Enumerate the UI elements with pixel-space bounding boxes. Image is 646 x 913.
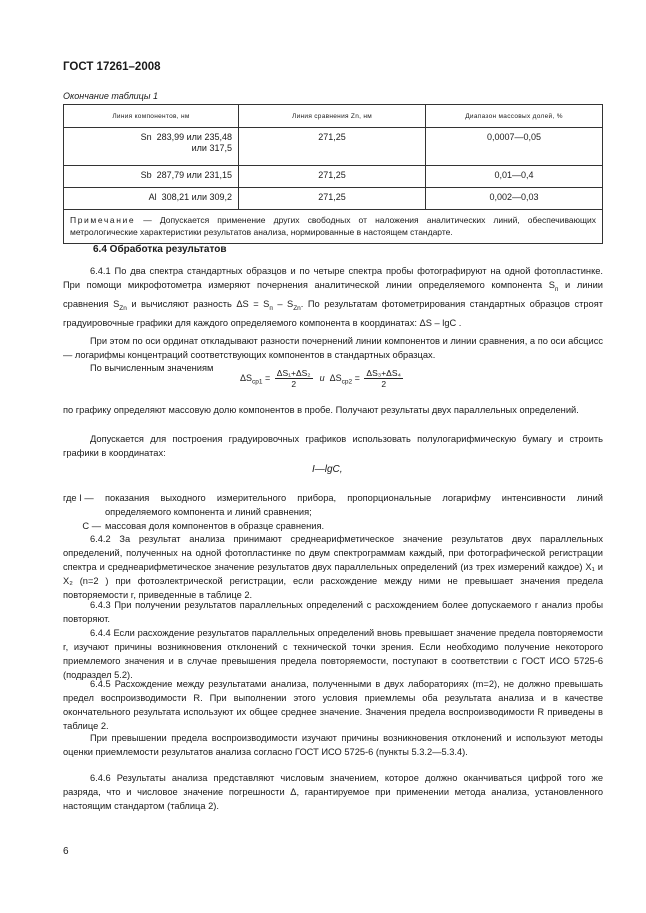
table-row: [64, 128, 603, 166]
where-i-symbol: где I —: [63, 493, 94, 503]
table-header-row: [64, 105, 603, 128]
paragraph-6-4-3: 6.4.3 При получении результатов параллельных определений с расхождением более допускаемого r анализ пробы повторяют.: [63, 600, 603, 624]
paragraph-6-4-4: 6.4.4 Если расхождение результатов параллельных определений вновь превышает значение предела повторяемости r, изучают причины возникновения отклонений с технической точки зрения. Если необходимо получение некоторого приемлемого значения и в случае превышения предела повторяемости, поступают в соответствии с ГОСТ ИСО 5725-6 (подраздел 5.2).: [63, 628, 603, 680]
table-note: [64, 210, 603, 244]
where-c-symbol: C —: [82, 521, 101, 531]
element-lines: 308,21 или 309,2: [161, 192, 232, 202]
column-header-component: Линия компонентов, нм: [64, 105, 239, 128]
cell-range: 0,0007—0,05: [426, 128, 603, 166]
paragraph-exceed: При превышении предела воспроизводимости изучают причины возникновения отклонений и используют методы оценки приемлемости результатов анализа согласно ГОСТ ИСО 5725-6 (пункты 5.3.2—5.3.4).: [63, 733, 603, 757]
element-lines-alt: или 317,5: [191, 143, 232, 153]
paragraph-calc: По вычисленным значениям: [90, 363, 214, 373]
note-label: Примечание: [70, 215, 136, 225]
cell-range: 0,002—0,03: [426, 188, 603, 210]
formula-coordinates: I—lgC,: [312, 464, 343, 475]
cell-component: [64, 128, 239, 166]
note-text: — Допускается применение других свободных от наложения аналитических линий, обеспечивающих метрологические характеристики результатов анализа, нормированные в настоящем стандарте.: [70, 215, 596, 237]
cell-component: [64, 188, 239, 210]
page-number: 6: [63, 846, 69, 857]
formula-averages: $\Delta S_{ср1}$ = $\frac{\text{ΔS₁+ΔS₂}}{2}$ и $\Delta S_{ср2}$ = $\frac{\text{ΔS₃+ΔS₄}}{2}$: [240, 368, 401, 389]
paragraph-semilog: Допускается для построения градуировочных графиков использовать полулогарифмическую бумагу и строить графики в координатах:: [63, 434, 603, 458]
table-caption: Окончание таблицы 1: [63, 91, 158, 101]
paragraph-6-4-6: 6.4.6 Результаты анализа представляют числовым значением, которое должно оканчиваться цифрой того же разряда, что и числовое значение погрешности Δ, гарантируемое при применении метода анализа, установленного настоящим стандартом (таблица 2).: [63, 773, 603, 811]
paragraph-6-4-2: 6.4.2 За результат анализа принимают среднеарифметическое значение результатов двух параллельных определений, полученных на одной фотопластинке по двум спектрограммам каждый, при фотографической регистрации спектра и среднеарифметическое значение результатов двух параллельных определений (из трех измерений каждое) X₁ и X₂ (n=2 ) при фотоэлектрической регистрации, если расхождение между ними не превышает значения предела повторяемости r, приведенные в таблице 2.: [63, 534, 603, 600]
paragraph-6-4-5: 6.4.5 Расхождение между результатами анализа, полученными в двух лабораториях (m=2), не должно превышать предел воспроизводимости R. При выполнении этого условия приемлемы оба результата анализа и в качестве окончательного результата используют их общее среднее значение. Значения предела воспроизводимости R приведены в таблице 2.: [63, 679, 603, 731]
element-symbol: Sb: [140, 170, 152, 180]
where-c-text: массовая доля компонентов в образце сравнения.: [105, 521, 325, 531]
lines-table: [63, 104, 603, 244]
cell-component: [64, 166, 239, 188]
column-header-range: Диапазон массовых долей, %: [426, 105, 603, 128]
element-lines: 287,79 или 231,15: [156, 170, 232, 180]
table-row: [64, 166, 603, 188]
cell-reference: 271,25: [239, 166, 426, 188]
element-symbol: Al: [148, 192, 157, 202]
element-symbol: Sn: [140, 132, 152, 142]
paragraph-axes: При этом по оси ординат откладывают разности почернений линии компонентов и линии сравнения, а по оси абсцисс — логарифмы концентраций соответствующих компонентов в стандартных образцах.: [63, 336, 603, 360]
cell-range: 0,01—0,4: [426, 166, 603, 188]
table-note-row: [64, 210, 603, 244]
paragraph-6-4-1: 6.4.1 По два спектра стандартных образцов и по четыре спектра пробы фотографируют на одной фотопластинке. При помощи микрофотометра измеряют почернения аналитической линии определяемого компонента $S_п$ и линии сравнения $S_{Zn}$ и вычисляют разность $\Delta S = S_п - S_{Zn}$. По результатам фотометрирования стандартных образцов строят градуировочные графики для каждого определяемого компонента в координатах: ΔS – lgC .: [63, 266, 603, 328]
cell-reference: 271,25: [239, 128, 426, 166]
where-block: [63, 491, 603, 533]
column-header-reference: Линия сравнения Zn, нм: [239, 105, 426, 128]
document-header: ГОСТ 17261–2008: [63, 61, 161, 73]
table-row: [64, 188, 603, 210]
where-i-text: показания выходного измерительного прибора, пропорциональные логарифму интенсивности линий определяемого компонента и линий сравнения;: [105, 493, 603, 517]
paragraph-graph: по графику определяют массовую долю компонентов в пробе. Получают результаты двух параллельных определений.: [63, 405, 579, 415]
section-title: 6.4 Обработка результатов: [93, 244, 227, 255]
cell-reference: 271,25: [239, 188, 426, 210]
element-lines: 283,99 или 235,48: [156, 132, 232, 142]
